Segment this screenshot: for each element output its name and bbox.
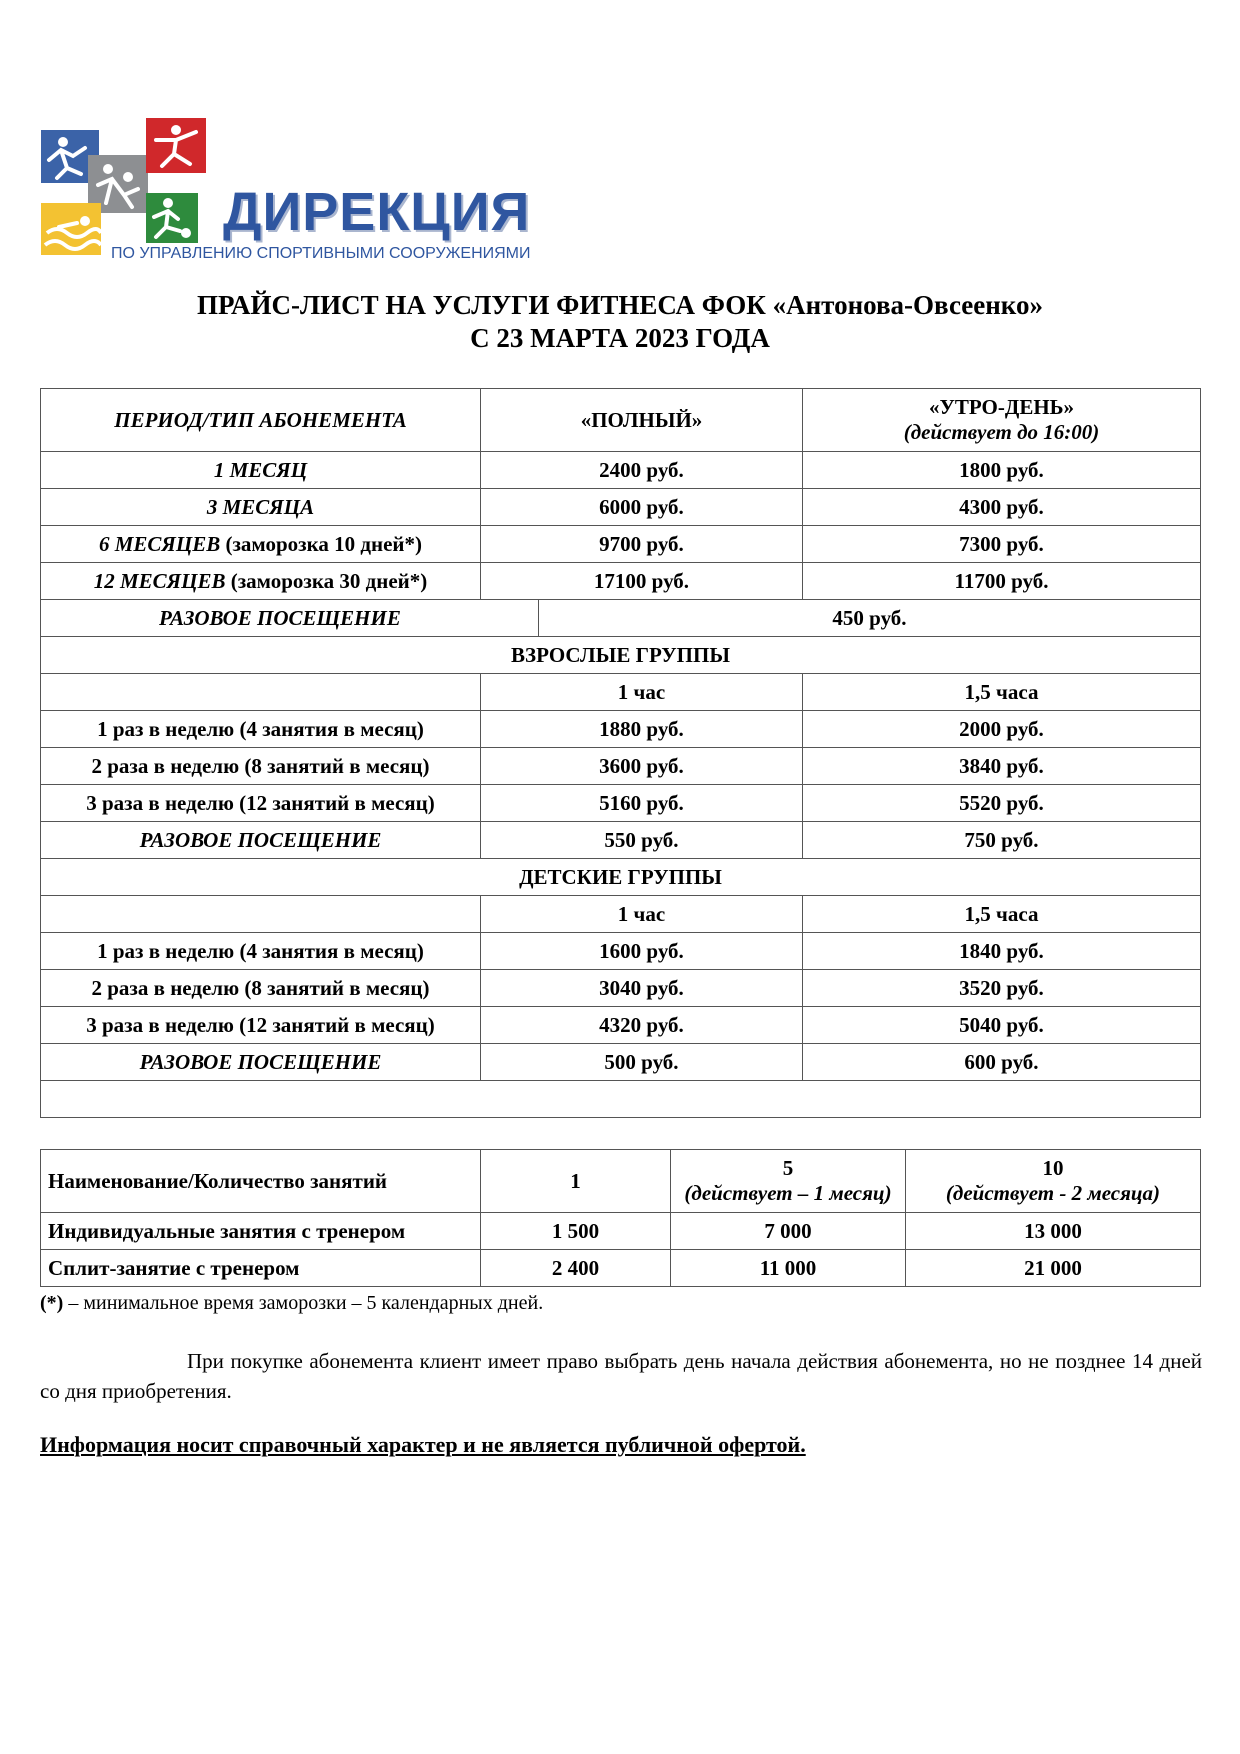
single-visit-label: РАЗОВОЕ ПОСЕЩЕНИЕ bbox=[41, 600, 539, 637]
header-morning-day-note: (действует до 16:00) bbox=[903, 420, 1100, 444]
price-1h: 5160 руб. bbox=[481, 785, 803, 822]
spacer-row bbox=[41, 1081, 1201, 1118]
period-cell bbox=[41, 489, 481, 526]
duration-header-row bbox=[41, 674, 1201, 711]
price-1h: 550 руб. bbox=[481, 822, 803, 859]
frequency-label: 2 раза в неделю (8 занятий в месяц) bbox=[41, 970, 481, 1007]
duration-1h: 1 час bbox=[481, 896, 803, 933]
table-row bbox=[41, 1250, 1201, 1287]
single-visit-label: РАЗОВОЕ ПОСЕЩЕНИЕ bbox=[41, 1044, 481, 1081]
table-row bbox=[41, 563, 1201, 600]
sessions-10-note: (действует - 2 месяца) bbox=[945, 1181, 1161, 1205]
table-row bbox=[41, 1007, 1201, 1044]
header-period-type: ПЕРИОД/ТИП АБОНЕМЕНТА bbox=[41, 389, 481, 452]
table-row bbox=[41, 748, 1201, 785]
logo-subtitle: ПО УПРАВЛЕНИЮ СПОРТИВНЫМИ СООРУЖЕНИЯМИ bbox=[111, 245, 531, 262]
morning-price: 11700 руб. bbox=[803, 563, 1201, 600]
kids-groups-title: ДЕТСКИЕ ГРУППЫ bbox=[41, 859, 1201, 896]
period-extra: (заморозка 30 дней*) bbox=[225, 568, 428, 593]
price-1h: 1600 руб. bbox=[481, 933, 803, 970]
fencing-pictogram-icon bbox=[146, 118, 206, 173]
period-cell bbox=[41, 563, 481, 600]
start-date-paragraph: При покупке абонемента клиент имеет право выбрать день начала действия абонемента, но не позднее 14 дней со дня приобретения. bbox=[40, 1349, 1202, 1403]
footnote-mark: (*) bbox=[40, 1292, 64, 1314]
empty-cell bbox=[41, 674, 481, 711]
footnote-text: – минимальное время заморозки – 5 календарных дней. bbox=[63, 1292, 544, 1314]
single-visit-row bbox=[41, 1044, 1201, 1081]
empty-cell bbox=[41, 896, 481, 933]
price-1h: 1880 руб. bbox=[481, 711, 803, 748]
price-1-5h: 2000 руб. bbox=[803, 711, 1201, 748]
table-row bbox=[41, 489, 1201, 526]
full-price: 17100 руб. bbox=[481, 563, 803, 600]
single-visit-price: 450 руб. bbox=[539, 600, 1201, 637]
single-visit-row bbox=[41, 822, 1201, 859]
sessions-5-note: (действует – 1 месяц) bbox=[684, 1181, 892, 1205]
table-header-row bbox=[41, 1150, 1201, 1213]
price-1h: 3600 руб. bbox=[481, 748, 803, 785]
table-row bbox=[41, 1213, 1201, 1250]
price-1: 2 400 bbox=[481, 1250, 671, 1287]
period-label: 3 МЕСЯЦА bbox=[206, 494, 315, 519]
price-list-title: ПРАЙС-ЛИСТ НА УСЛУГИ ФИТНЕСА ФОК «Антонова-Овсеенко» bbox=[197, 290, 1043, 320]
price-1-5h: 5040 руб. bbox=[803, 1007, 1201, 1044]
duration-1-5h: 1,5 часа bbox=[803, 674, 1201, 711]
header-sessions-1: 1 bbox=[481, 1150, 671, 1213]
header-morning-day bbox=[803, 389, 1201, 452]
duration-1-5h: 1,5 часа bbox=[803, 896, 1201, 933]
price-1h: 3040 руб. bbox=[481, 970, 803, 1007]
service-name: Индивидуальные занятия с тренером bbox=[41, 1213, 481, 1250]
price-5: 7 000 bbox=[671, 1213, 906, 1250]
section-title-row bbox=[41, 859, 1201, 896]
price-5: 11 000 bbox=[671, 1250, 906, 1287]
price-10: 13 000 bbox=[906, 1213, 1201, 1250]
duration-1h: 1 час bbox=[481, 674, 803, 711]
price-list-date: С 23 МАРТА 2023 ГОДА bbox=[470, 323, 770, 353]
adult-groups-title: ВЗРОСЛЫЕ ГРУППЫ bbox=[41, 637, 1201, 674]
price-1-5h: 750 руб. bbox=[803, 822, 1201, 859]
table-row bbox=[41, 785, 1201, 822]
sessions-5-label: 5 bbox=[782, 1156, 794, 1180]
frequency-label: 3 раза в неделю (12 занятий в месяц) bbox=[41, 785, 481, 822]
morning-price: 4300 руб. bbox=[803, 489, 1201, 526]
single-visit-label: РАЗОВОЕ ПОСЕЩЕНИЕ bbox=[41, 822, 481, 859]
header-sessions-10 bbox=[906, 1150, 1201, 1213]
morning-price: 1800 руб. bbox=[803, 452, 1201, 489]
single-visit-row bbox=[41, 600, 1201, 637]
organization-logo bbox=[38, 115, 538, 265]
membership-price-table bbox=[40, 388, 1201, 1118]
period-cell bbox=[41, 526, 481, 563]
duration-header-row bbox=[41, 896, 1201, 933]
frequency-label: 2 раза в неделю (8 занятий в месяц) bbox=[41, 748, 481, 785]
price-1h: 500 руб. bbox=[481, 1044, 803, 1081]
period-extra: (заморозка 10 дней*) bbox=[220, 531, 422, 556]
period-label: 12 МЕСЯЦЕВ bbox=[93, 568, 226, 593]
table-header-row bbox=[41, 389, 1201, 452]
frequency-label: 1 раз в неделю (4 занятия в месяц) bbox=[41, 933, 481, 970]
header-name: Наименование/Количество занятий bbox=[41, 1150, 481, 1213]
empty-cell bbox=[41, 1081, 1201, 1118]
table-row bbox=[41, 526, 1201, 563]
full-price: 2400 руб. bbox=[481, 452, 803, 489]
period-label: 1 МЕСЯЦ bbox=[213, 457, 308, 482]
football-pictogram-icon bbox=[146, 193, 198, 243]
period-cell bbox=[41, 452, 481, 489]
morning-price: 7300 руб. bbox=[803, 526, 1201, 563]
price-1: 1 500 bbox=[481, 1213, 671, 1250]
frequency-label: 1 раз в неделю (4 занятия в месяц) bbox=[41, 711, 481, 748]
section-title-row bbox=[41, 637, 1201, 674]
header-morning-day-label: «УТРО-ДЕНЬ» bbox=[928, 395, 1075, 419]
swimmer-pictogram-icon bbox=[41, 203, 101, 255]
table-row bbox=[41, 933, 1201, 970]
period-label: 6 МЕСЯЦЕВ bbox=[98, 531, 221, 556]
table-row bbox=[41, 452, 1201, 489]
service-name: Сплит-занятие с тренером bbox=[41, 1250, 481, 1287]
price-1-5h: 3840 руб. bbox=[803, 748, 1201, 785]
disclaimer: Информация носит справочный характер и не является публичной офертой. bbox=[40, 1432, 806, 1457]
logo-title: ДИРЕКЦИЯ bbox=[223, 182, 531, 242]
full-price: 6000 руб. bbox=[481, 489, 803, 526]
price-1-5h: 600 руб. bbox=[803, 1044, 1201, 1081]
price-1h: 4320 руб. bbox=[481, 1007, 803, 1044]
price-1-5h: 1840 руб. bbox=[803, 933, 1201, 970]
header-sessions-5 bbox=[671, 1150, 906, 1213]
frequency-label: 3 раза в неделю (12 занятий в месяц) bbox=[41, 1007, 481, 1044]
header-full: «ПОЛНЫЙ» bbox=[481, 389, 803, 452]
price-1-5h: 3520 руб. bbox=[803, 970, 1201, 1007]
table-row bbox=[41, 711, 1201, 748]
sessions-10-label: 10 bbox=[1042, 1156, 1064, 1180]
table-row bbox=[41, 970, 1201, 1007]
full-price: 9700 руб. bbox=[481, 526, 803, 563]
trainer-price-table bbox=[40, 1149, 1201, 1287]
freeze-footnote bbox=[40, 1292, 543, 1315]
price-10: 21 000 bbox=[906, 1250, 1201, 1287]
price-1-5h: 5520 руб. bbox=[803, 785, 1201, 822]
